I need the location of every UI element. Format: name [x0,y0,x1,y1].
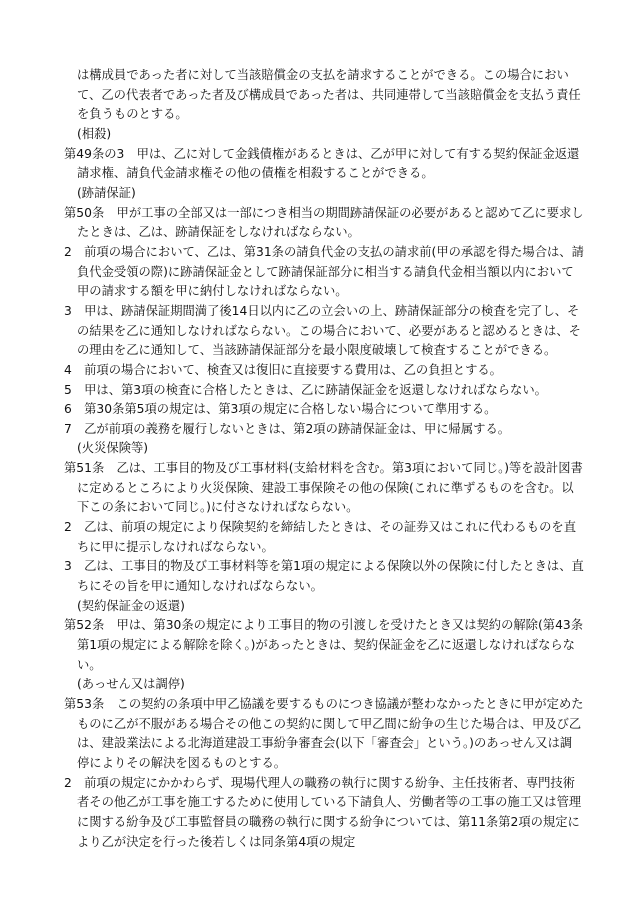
article-heading: (契約保証金の返還) [77,598,185,613]
clause-paragraph: 4 前項の場合において、検査又は復旧に直接要する費用は、乙の負担とする。 [64,362,502,377]
clause-paragraph: 2 乙は、前項の規定により保険契約を締結したときは、その証券又はこれに代わるものを直ちに甲に提示しなければならない。 [64,520,576,554]
clause-paragraph: 2 前項の規定にかかわらず、現場代理人の職務の執行に関する紛争、主任技術者、専門技術者その他乙が工事を施工するために使用している下請負人、労働者等の工事の施工又は管理に関する紛争及び工事監督員の職務の執行に関する紛争については、第11条第2項の規定により乙が決定を行った後若しくは同条第4項の規定 [64,775,582,849]
clause-paragraph: 第49条の3 甲は、乙に対して金銭債権があるときは、乙が甲に対して有する契約保証金返還請求権、請負代金請求権その他の債権を相殺することができる。 [64,146,580,181]
article-heading: (跡請保証) [77,185,136,200]
clause-paragraph: 7 乙が前項の義務を履行しないときは、第2項の跡請保証金は、甲に帰属する。 [64,421,511,436]
clause-paragraph: 第51条 乙は、工事目的物及び工事材料(支給材料を含む。第3項において同じ。)等を設計図書に定めるところにより火災保険、建設工事保険その他の保険(これに準ずるものを含む。以下この条において同じ。)に付さなければならない。 [64,461,583,515]
clause-paragraph: 6 第30条第5項の規定は、第3項の規定に合格しない場合について準用する。 [64,402,497,417]
clause-paragraph: 第52条 甲は、第30条の規定により工事目的物の引渡しを受けたとき又は契約の解除(第43条第1項の規定による解除を除く。)があったときは、契約保証金を乙に返還しなければならない。 [64,618,584,672]
clause-paragraph: 5 甲は、第3項の検査に合格したときは、乙に跡請保証金を返還しなければならない。 [64,382,547,397]
clause-paragraph: 3 甲は、跡請保証期間満了後14日以内に乙の立会いの上、跡請保証部分の検査を完了し、その結果を乙に通知しなければならない。この場合において、必要があると認めるときは、その理由を乙に通知して、当該跡請保証部分を最小限度破壊して検査することができる。 [64,303,581,358]
document-body [64,66,584,852]
article-heading: (あっせん又は調停) [77,677,185,692]
clause-paragraph: 2 前項の場合において、乙は、第31条の請負代金の支払の請求前(甲の承認を得た場合は、請負代金受領の際)に跡請保証金として跡請保証部分に相当する請負代金相当額以内において甲の請求する額を甲に納付しなければならない。 [64,244,584,299]
clause-paragraph: 第53条 この契約の条項中甲乙協議を要するものにつき協議が整わなかったときに甲が定めたものに乙が不服がある場合その他この契約に関して甲乙間に紛争の生じた場合は、甲及び乙は、建設業法による北海道建設工事紛争審査会(以下「審査会」という。)のあっせん又は調停によりその解決を図るものとする。 [64,697,584,770]
clause-paragraph: 3 乙は、工事目的物及び工事材料等を第1項の規定による保険以外の保険に付したときは、直ちにその旨を甲に通知しなければならない。 [64,559,584,594]
continued-paragraph: は構成員であった者に対して当該賠償金の支払を請求することができる。この場合において、乙の代表者であった者及び構成員であった者は、共同連帯して当該賠償金を支払う責任を負うものとする。 [77,68,581,122]
clause-paragraph: 第50条 甲が工事の全部又は一部につき相当の期間跡請保証の必要があると認めて乙に要求したときは、乙は、跡請保証をしなければならない。 [64,205,584,240]
article-heading: (相殺) [77,126,112,141]
article-heading: (火災保険等) [77,441,149,456]
